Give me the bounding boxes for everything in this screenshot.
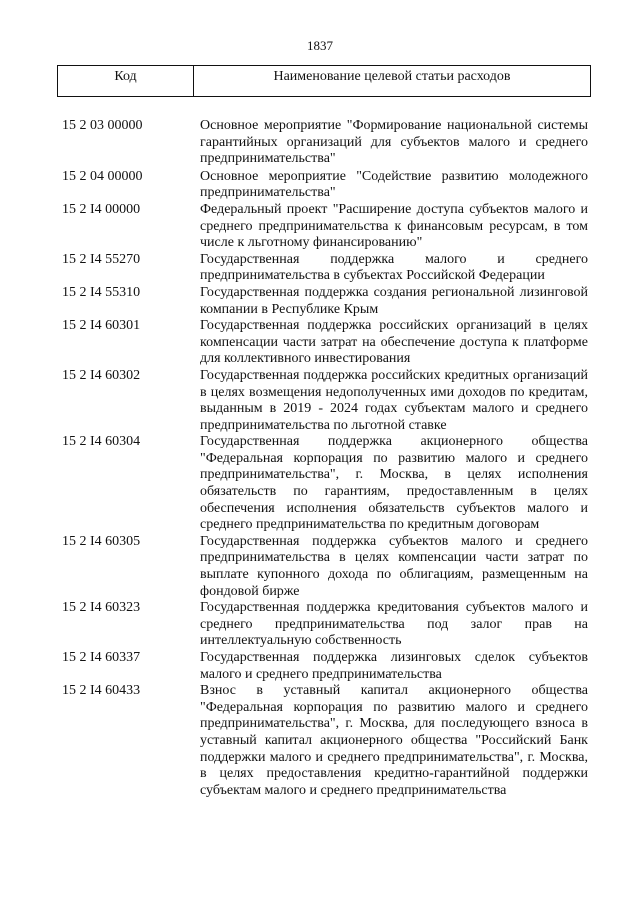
- row-name: Основное мероприятие "Формирование национальной системы гарантийных организаций для субъектов малого и среднего предпринимательства": [200, 118, 588, 167]
- table-row: [62, 600, 588, 650]
- column-header-name: Наименование целевой статьи расходов: [273, 69, 511, 84]
- row-name: Государственная поддержка кредитования субъектов малого и среднего предпринимательства под залог прав на интеллектуальную собственность: [200, 600, 588, 649]
- table-header: [57, 65, 591, 97]
- row-name: Основное мероприятие "Содействие развитию молодежного предпринимательства": [200, 168, 588, 201]
- row-name: Государственная поддержка российских организаций в целях компенсации части затрат на обеспечение доступа к платформе для коллективного инвестирования: [200, 318, 588, 367]
- table-row: [62, 252, 588, 285]
- row-name: Взнос в уставный капитал акционерного общества "Федеральная корпорация по развитию малого и среднего предпринимательства", г. Москва, для последующего взноса в уставный капитал акционерного общества "Российский Банк поддержки малого и среднего предпринимательства", г. Москва, в целях предоставления кредитно-гарантийной поддержки субъектам малого и среднего предпринимательства: [200, 683, 588, 798]
- row-code: 15 2 03 00000: [62, 118, 143, 133]
- row-code: 15 2 I4 00000: [62, 201, 141, 217]
- table-body: [62, 118, 588, 799]
- table-row: [62, 368, 588, 434]
- table-row: [62, 683, 588, 799]
- table-row: [62, 169, 588, 202]
- row-code: 15 2 I4 60433: [62, 683, 141, 699]
- column-header-code: Код: [58, 66, 194, 96]
- row-code: 15 2 I4 60305: [62, 533, 141, 549]
- row-code: 15 2 I4 55270: [62, 251, 141, 267]
- row-name: Государственная поддержка создания региональной лизинговой компании в Республике Крым: [200, 284, 588, 317]
- table-row: [62, 118, 588, 168]
- row-code: 15 2 I4 60302: [62, 367, 141, 383]
- row-code: 15 2 04 00000: [62, 168, 143, 184]
- table-row: [62, 534, 588, 600]
- row-code: 15 2 I4 55310: [62, 284, 141, 300]
- row-code: 15 2 I4 60304: [62, 434, 141, 450]
- table-row: [62, 650, 588, 683]
- table-row: [62, 202, 588, 252]
- row-name: Государственная поддержка акционерного общества "Федеральная корпорация по развитию малого и среднего предпринимательства", г. Москва, в целях исполнения обязательств по гарантиям, предоставленным в целях обеспечения исполнения обязательств субъектов малого и среднего предпринимательства по кредитным договорам: [200, 434, 588, 533]
- row-name: Государственная поддержка малого и среднего предпринимательства в субъектах Российской Федерации: [200, 251, 588, 284]
- row-name: Государственная поддержка российских кредитных организаций в целях возмещения недополученных ими доходов по кредитам, выданным в 2019 - 2024 годах субъектам малого и среднего предпринимательства по льготной ставке: [200, 367, 588, 433]
- row-name: Государственная поддержка субъектов малого и среднего предпринимательства в целях компенсации части затрат по выплате купонного дохода по облигациям, размещенным на фондовой бирже: [200, 533, 588, 599]
- row-code: 15 2 I4 60337: [62, 650, 141, 665]
- table-row: [62, 285, 588, 318]
- row-name: Федеральный проект "Расширение доступа субъектов малого и среднего предпринимательства к финансовым ресурсам, в том числе к льготному финансированию": [200, 201, 588, 251]
- row-code: 15 2 I4 60301: [62, 318, 141, 334]
- page-number: 1837: [307, 38, 333, 53]
- row-name: Государственная поддержка лизинговых сделок субъектов малого и среднего предпринимательства: [200, 650, 588, 682]
- table-row: [62, 434, 588, 534]
- row-code: 15 2 I4 60323: [62, 600, 141, 616]
- table-row: [62, 318, 588, 368]
